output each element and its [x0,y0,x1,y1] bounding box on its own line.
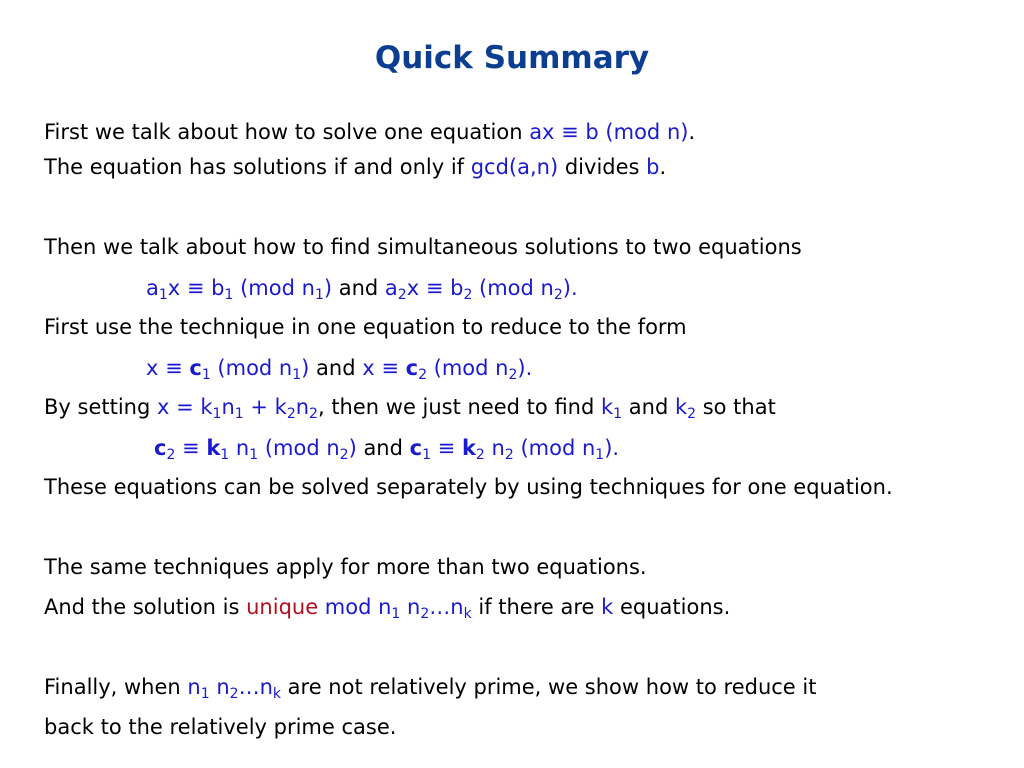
summary-line-11: And the solution is unique mod $n_1$ $n_2\dots n_k$ if there are k equations. [44,595,731,622]
emphasis-unique: unique [246,595,319,619]
summary-line-7: By setting $x = k_1n_1 + k_2n_2$, then we just need to find $k_1$ and $k_2$ so that [44,395,776,422]
summary-line-9: These equations can be solved separately by using techniques for one equation. [44,475,893,499]
math-congruence: ax ≡ b (mod n) [529,120,689,144]
equation-pair-1: $a_1x \equiv b_1$ (mod $n_1$) and $a_2x \equiv b_2$ (mod $n_2$). [146,276,578,303]
summary-line-12: Finally, when $n_1$ $n_2\dots n_k$ are not relatively prime, we show how to reduce it [44,675,817,702]
summary-line-3: Then we talk about how to find simultaneous solutions to two equations [44,235,802,259]
summary-line-2: The equation has solutions if and only if gcd(a,n) divides b. [44,155,667,179]
summary-line-13: back to the relatively prime case. [44,715,397,739]
summary-line-5: First use the technique in one equation to reduce to the form [44,315,687,339]
summary-line-10: The same techniques apply for more than two equations. [44,555,647,579]
slide-title: Quick Summary [374,40,650,76]
equation-pair-2: $x \equiv c_1$ (mod $n_1$) and $x \equiv c_2$ (mod $n_2$). [146,356,533,383]
equation-pair-3: $c_2 \equiv k_1$ $n_1$ (mod $n_2$) and $c_1 \equiv k_2$ $n_2$ (mod $n_1$). [154,436,620,463]
summary-line-1: First we talk about how to solve one equation ax ≡ b (mod n). [44,120,696,144]
math-gcd: gcd(a,n) [470,155,559,179]
